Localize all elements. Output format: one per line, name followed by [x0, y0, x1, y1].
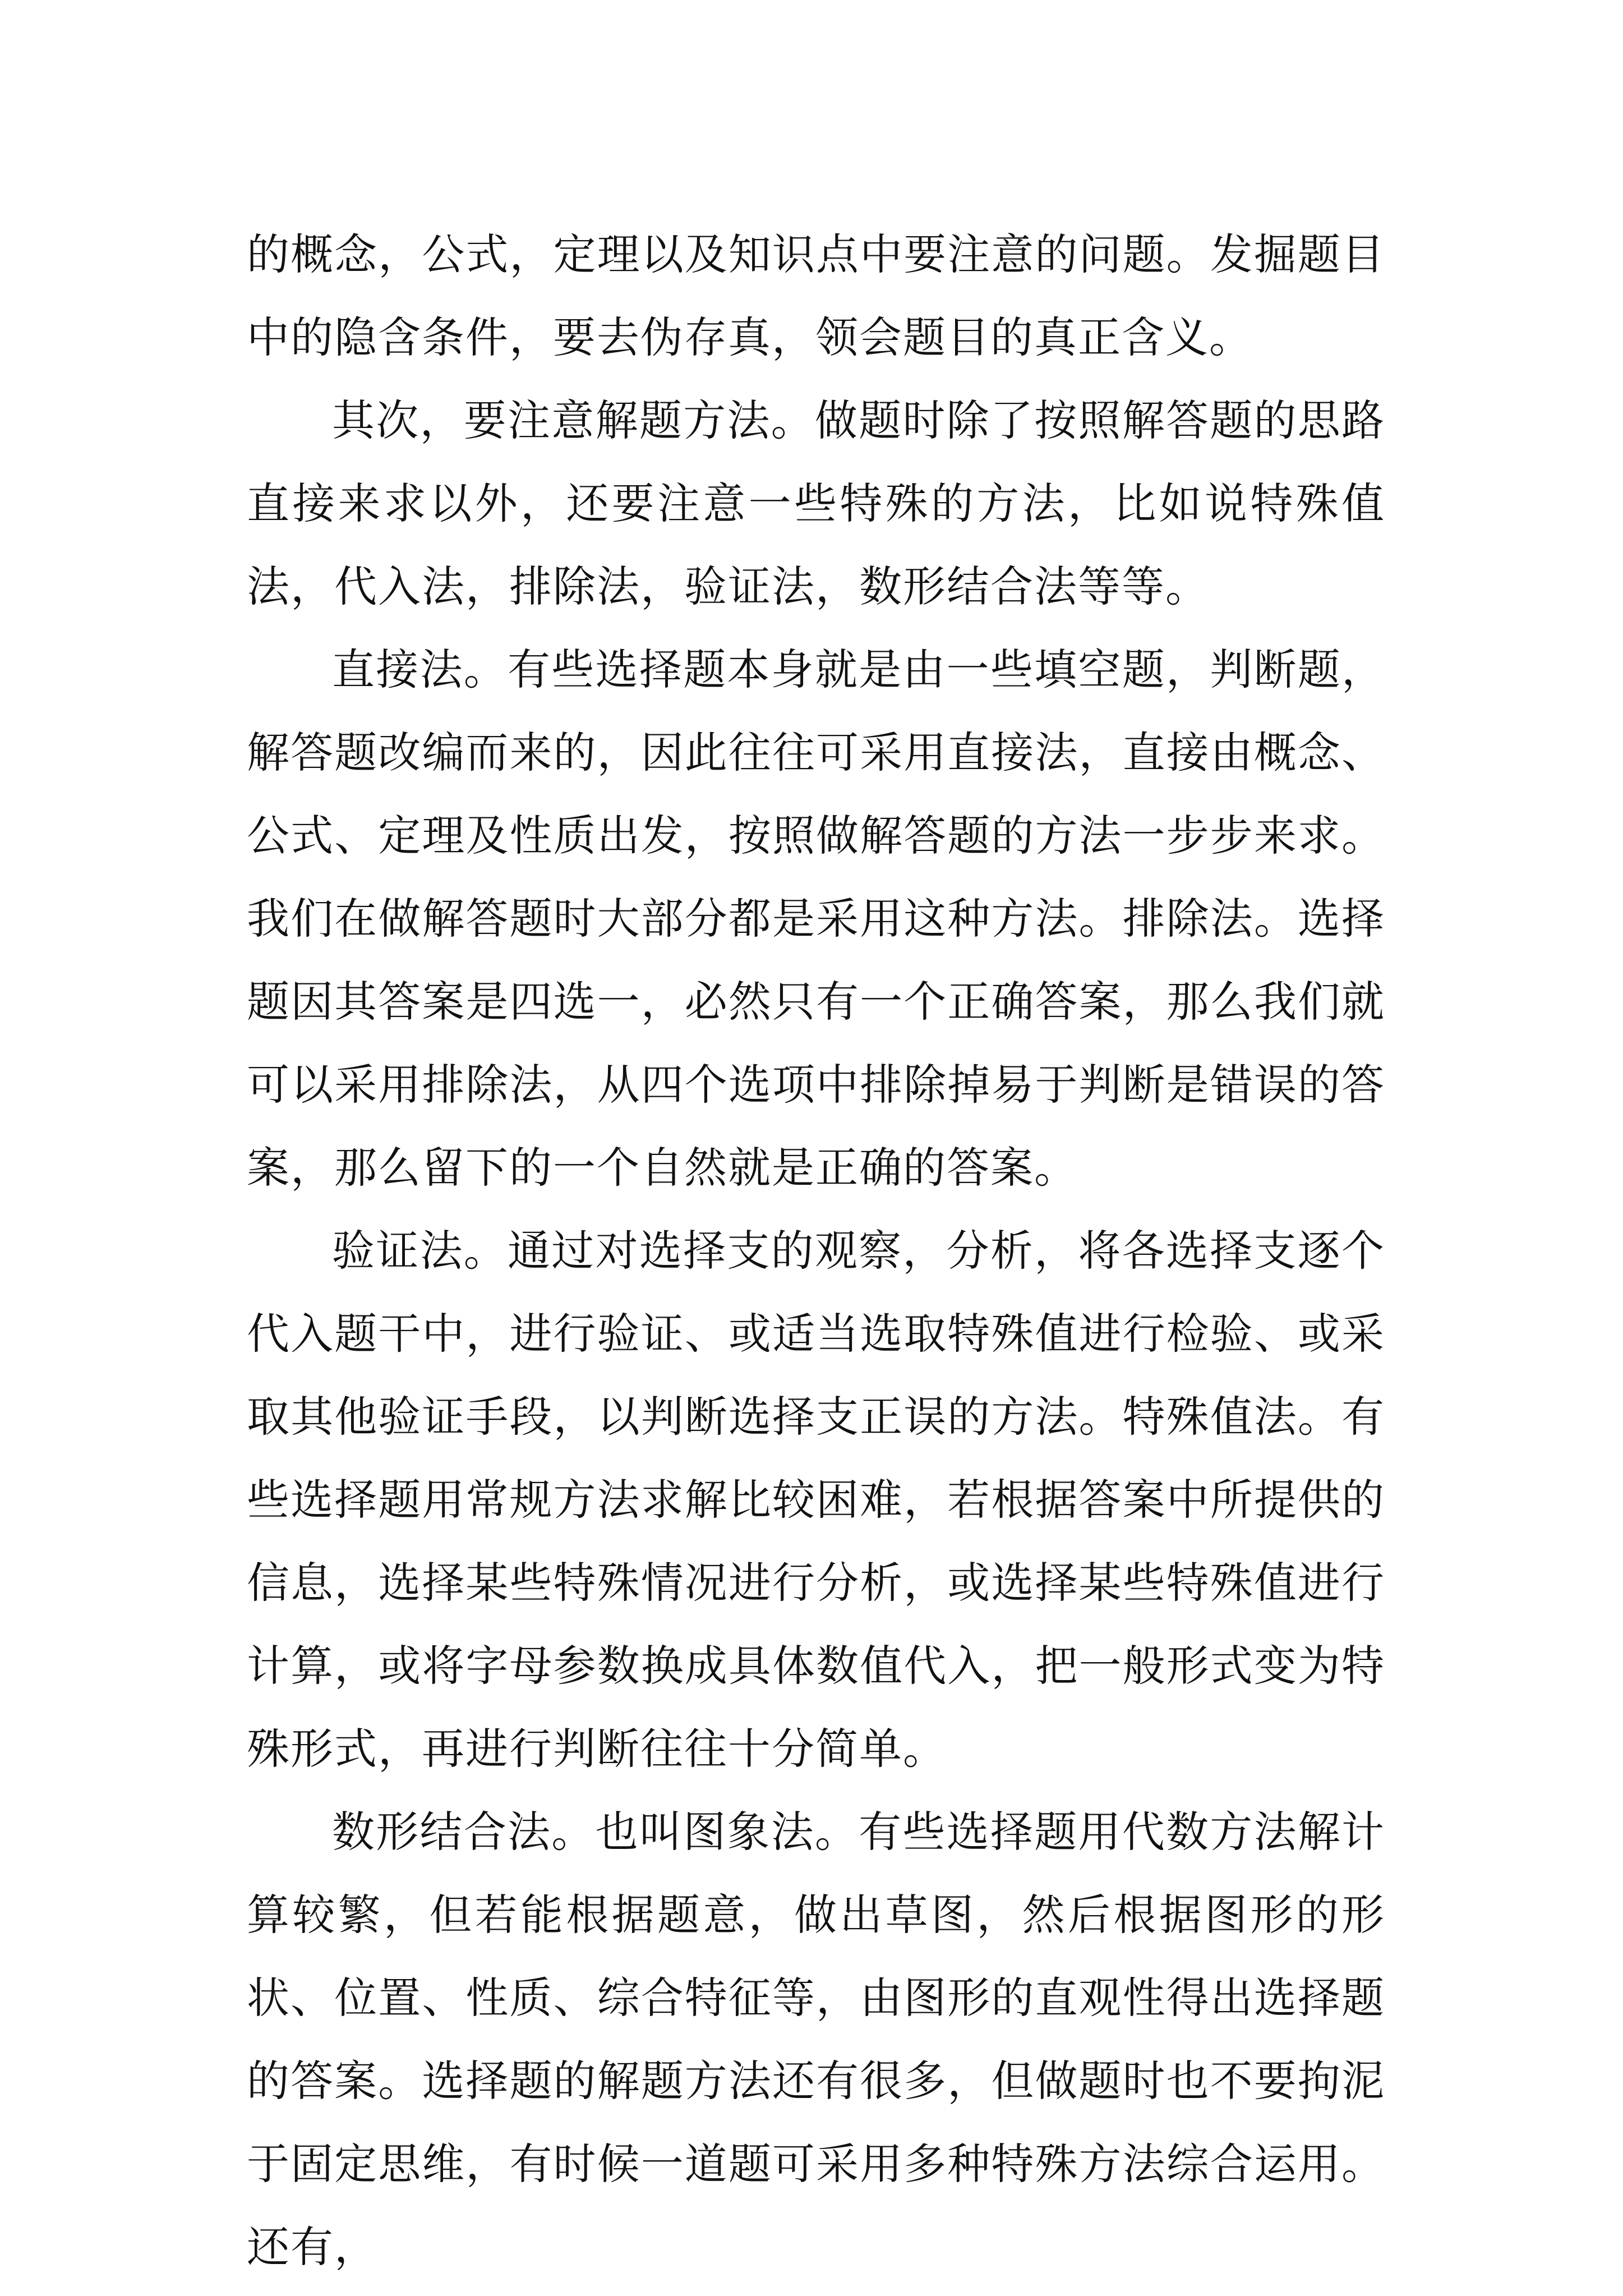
document-body — [247, 213, 1385, 2289]
paragraph-3: 直接法。有些选择题本身就是由一些填空题，判断题，解答题改编而来的，因此往往可采用直接法，直接由概念、公式、定理及性质出发，按照做解答题的方法一步步来求。我们在做解答题时大部分都是采用这种方法。排除法。选择题因其答案是四选一，必然只有一个正确答案，那么我们就可以采用排除法，从四个选项中排除掉易于判断是错误的答案，那么留下的一个自然就是正确的答案。 — [247, 645, 1385, 1193]
paragraph-1: 的概念，公式，定理以及知识点中要注意的问题。发掘题目中的隐含条件，要去伪存真，领会题目的真正含义。 — [247, 229, 1385, 362]
paragraph-2: 其次，要注意解题方法。做题时除了按照解答题的思路直接来求以外，还要注意一些特殊的方法，比如说特殊值法，代入法，排除法，验证法，数形结合法等等。 — [247, 395, 1385, 611]
paragraph-4: 验证法。通过对选择支的观察，分析，将各选择支逐个代入题干中，进行验证、或适当选取特殊值进行检验、或采取其他验证手段，以判断选择支正误的方法。特殊值法。有些选择题用常规方法求解比较困难，若根据答案中所提供的信息，选择某些特殊情况进行分析，或选择某些特殊值进行计算，或将字母参数换成具体数值代入，把一般形式变为特殊形式，再进行判断往往十分简单。 — [247, 1226, 1385, 1774]
paragraph-5: 数形结合法。也叫图象法。有些选择题用代数方法解计算较繁，但若能根据题意，做出草图，然后根据图形的形状、位置、性质、综合特征等，由图形的直观性得出选择题的答案。选择题的解题方法还有很多，但做题时也不要拘泥于固定思维，有时候一道题可采用多种特殊方法综合运用。还有， — [247, 1807, 1385, 2272]
